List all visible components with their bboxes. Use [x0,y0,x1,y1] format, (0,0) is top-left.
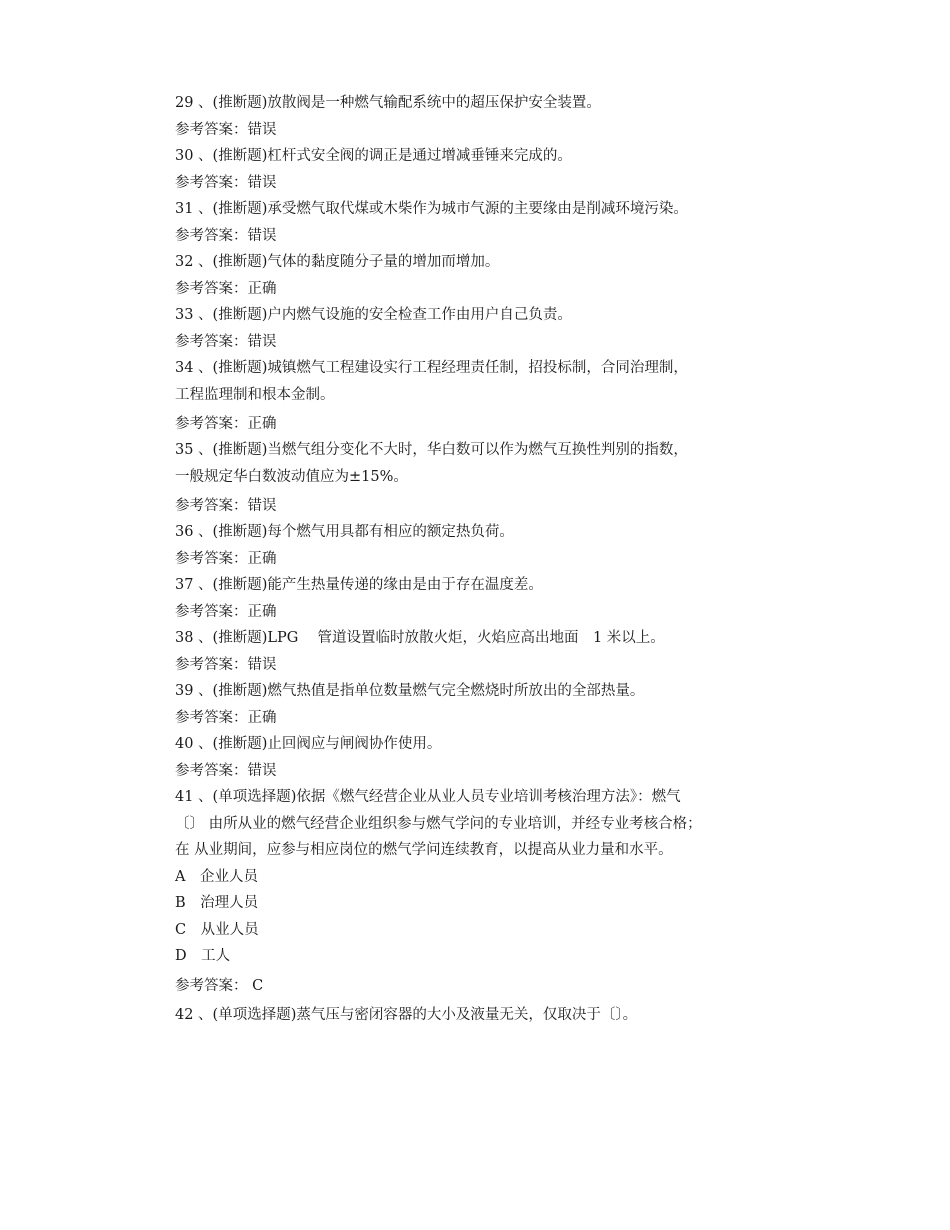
answer-prefix: 参考答案： [175,709,248,726]
answer-prefix: 参考答案： [175,762,248,779]
answer-line [175,599,775,626]
answer-value: 正确 [247,709,277,726]
question-text: 30 、(推断题)杠杆式安全阀的调正是通过增减垂锤来完成的。 [175,148,572,164]
question-36 [175,519,775,572]
question-41 [175,784,775,999]
question-text-continued: 工程监理制和根本金制。 [175,386,335,403]
answer-line [175,170,775,197]
answer-value: 错误 [247,174,277,191]
option-d: D 工人 [175,948,231,964]
question-33 [175,302,775,355]
answer-prefix: 参考答案： [175,415,248,432]
option-c: C 从业人员 [175,921,259,938]
question-30 [175,143,775,196]
answer-line [175,758,775,785]
answer-prefix: 参考答案： [175,333,248,350]
answer-prefix: 参考答案： [175,603,248,620]
answer-prefix: 参考答案： [175,550,248,567]
answer-line: 参考答案： C [175,977,264,994]
question-38 [175,625,775,678]
question-text: 40 、(推断题)止回阀应与闸阀协作使用。 [175,736,442,752]
question-text-continued: 在 从业期间，应参与相应岗位的燃气学问连续教育，以提高从业力量和水平。 [175,842,673,858]
answer-value: 正确 [247,415,277,432]
answer-prefix: 参考答案： [175,121,248,138]
answer-value: 正确 [247,603,277,620]
document-page [175,90,775,1029]
answer-line [175,652,775,679]
question-39 [175,678,775,731]
answer-line [175,276,775,303]
answer-prefix: 参考答案： [175,656,248,673]
answer-line [175,117,775,144]
question-29 [175,90,775,143]
answer-line [175,493,775,520]
question-text: 35 、(推断题)当燃气组分变化不大时，华白数可以作为燃气互换性判别的指数， [175,442,688,458]
question-text: 39 、(推断题)燃气热值是指单位数量燃气完全燃烧时所放出的全部热量。 [175,683,645,699]
question-34 [175,355,775,437]
answer-value: 正确 [247,280,277,297]
question-35 [175,437,775,519]
question-text-continued: 一般规定华白数波动值应为±15%。 [175,468,408,485]
answer-line [175,411,775,438]
answer-value: 错误 [247,333,277,350]
question-32 [175,249,775,302]
answer-value: 错误 [247,497,277,514]
answer-value: 错误 [247,121,277,138]
answer-prefix: 参考答案： [175,227,248,244]
answer-line [175,546,775,573]
option-a: A 企业人员 [175,868,258,885]
question-text: 33 、(推断题)户内燃气设施的安全检查工作由用户自己负责。 [175,307,572,323]
answer-prefix: 参考答案： [175,280,248,297]
question-text: 42 、(单项选择题)蒸气压与密闭容器的大小及液量无关，仅取决于〔〕。 [175,1007,638,1023]
question-40 [175,731,775,784]
question-text-continued: 〔〕 由所从业的燃气经营企业组织参与燃气学问的专业培训，并经专业考核合格； [175,815,702,832]
answer-prefix: 参考答案： [175,497,248,514]
question-text: 34 、(推断题)城镇燃气工程建设实行工程经理责任制，招投标制，合同治理制， [175,360,688,376]
answer-value: 错误 [247,227,277,244]
answer-line [175,223,775,250]
answer-value: 错误 [247,762,277,779]
question-text: 41 、(单项选择题)依据《燃气经营企业从业人员专业培训考核治理方法》：燃气 [175,789,681,805]
answer-line [175,705,775,732]
question-text: 38 、(推断题)LPG 管道设置临时放散火炬，火焰应高出地面 1 米以上。 [175,630,665,646]
answer-value: 错误 [247,656,277,673]
question-31 [175,196,775,249]
option-b: B 治理人员 [175,895,259,911]
question-text: 32 、(推断题)气体的黏度随分子量的增加而增加。 [175,254,500,270]
question-text: 29 、(推断题)放散阀是一种燃气输配系统中的超压保护安全装置。 [175,95,601,111]
question-text: 36 、(推断题)每个燃气用具都有相应的额定热负荷。 [175,524,514,540]
question-text: 37 、(推断题)能产生热量传递的缘由是由于存在温度差。 [175,577,543,593]
question-37 [175,572,775,625]
question-text: 31 、(推断题)承受燃气取代煤或木柴作为城市气源的主要缘由是削减环境污染。 [175,201,688,217]
question-42 [175,1002,775,1029]
answer-value: 正确 [247,550,277,567]
answer-line [175,329,775,356]
answer-prefix: 参考答案： [175,174,248,191]
